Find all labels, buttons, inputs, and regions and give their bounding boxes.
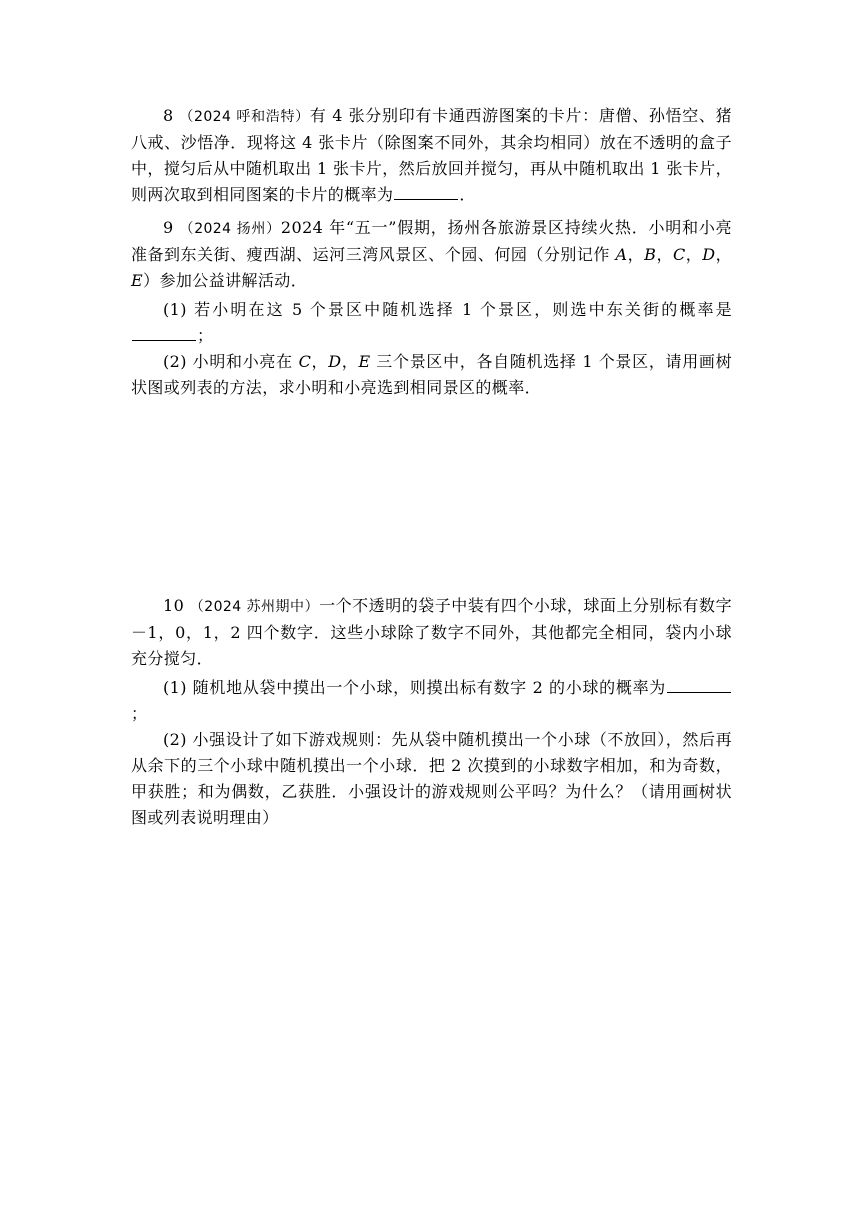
question-9-part-1: [131, 297, 732, 349]
answer-blank: [667, 678, 731, 693]
label-d: D: [328, 352, 342, 371]
question-8: [131, 103, 732, 208]
label-d: D: [702, 245, 716, 264]
question-10-part-1-text: (1) 随机地从袋中摸出一个小球，则摸出标有数字 2 的小球的概率为: [163, 678, 666, 697]
separator: ，: [311, 352, 329, 371]
question-9-number: 9: [163, 218, 174, 237]
question-10-number: 10: [163, 596, 185, 615]
separator: ，: [627, 245, 645, 264]
question-10-part-2-text: (2) 小强设计了如下游戏规则：先从袋中随机摸出一个小球（不放回），然后再从余下的三个小球中随机摸出一个小球．把 2 次摸到的小球数字相加，和为奇数，甲获胜；和为偶数，乙获胜．小强设计的游戏规则公平吗？为什么？（请用画树状图或列表说明理由）: [131, 730, 732, 827]
question-10-text: 一个不透明的袋子中装有四个小球，球面上分别标有数字－1，0，1，2 四个数字．这些小球除了数字不同外，其他都完全相同，袋内小球充分搅匀．: [131, 596, 732, 668]
label-c: C: [672, 245, 686, 264]
label-a: A: [615, 245, 628, 264]
question-8-source: （2024 呼和浩特）: [179, 109, 310, 125]
question-8-text-end: ．: [459, 185, 476, 204]
question-9-part-1-text: (1) 若小明在这 5 个景区中随机选择 1 个景区，则选中东关街的概率是: [163, 300, 732, 319]
separator: ，: [341, 352, 359, 371]
separator: ，: [685, 245, 703, 264]
question-9-source: （2024 扬州）: [179, 221, 281, 237]
question-10-part-1-end: ；: [131, 704, 148, 723]
answer-blank: [394, 185, 458, 200]
question-9-part-2-text-end: 三个景区中，各自随机选择 1 个景区，请用画树状图或列表的方法，求小明和小亮选到相同景区的概率．: [131, 352, 732, 397]
question-9-part-2: [131, 349, 732, 401]
question-8-number: 8: [163, 106, 174, 125]
question-10-part-2: [131, 727, 732, 831]
question-10-part-1: [131, 675, 732, 727]
label-e: E: [358, 352, 371, 371]
label-b: B: [644, 245, 657, 264]
question-10-source: （2024 苏州期中）: [189, 599, 320, 615]
question-9-text-end: ）参加公益讲解活动．: [143, 271, 308, 290]
separator: ，: [656, 245, 673, 264]
question-8-text: 有 4 张分别印有卡通西游图案的卡片：唐僧、孙悟空、猪八戒、沙悟净．现将这 4 张卡片（除图案不同外，其余均相同）放在不透明的盒子中，搅匀后从中随机取出 1 张卡片，然后放回并搅匀，再从中随机取出 1 张卡片，则两次取到相同图案的卡片的概率为: [131, 106, 732, 204]
separator: ，: [715, 245, 733, 264]
question-9-text: 2024 年“五一”假期，扬州各旅游景区持续火热．小明和小亮准备到东关街、瘦西湖、运河三湾风景区、个园、何园（分别记作: [131, 218, 732, 264]
answer-blank: [132, 326, 196, 341]
label-e: E: [131, 271, 144, 290]
label-c: C: [298, 352, 312, 371]
question-9-intro: [131, 215, 732, 294]
question-10-intro: [131, 593, 732, 672]
question-9-part-1-end: ；: [197, 326, 214, 345]
question-9-part-2-text: (2) 小明和小亮在: [163, 352, 299, 371]
